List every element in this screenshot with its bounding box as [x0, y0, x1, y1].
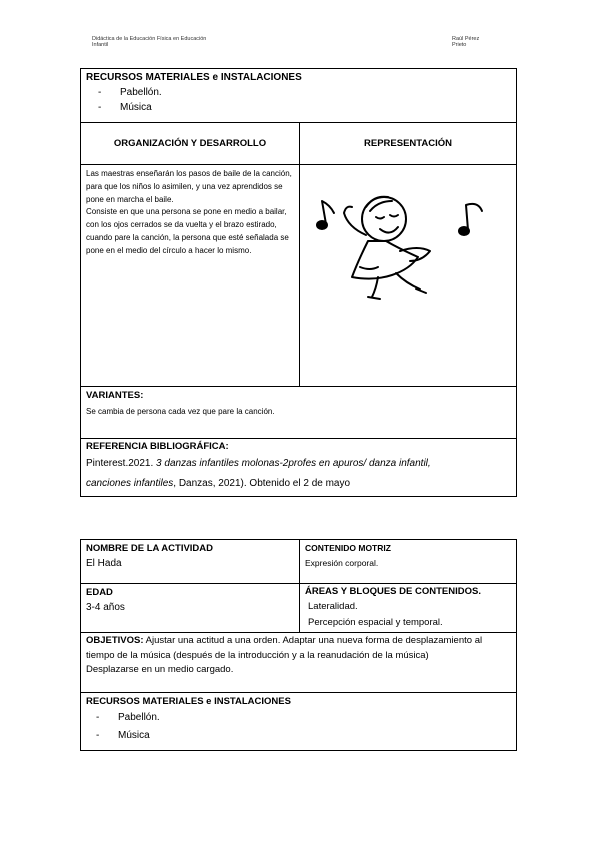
objectives-label: OBJETIVOS:: [86, 635, 144, 646]
areas-item: Percepción espacial y temporal.: [308, 617, 443, 628]
resource-item: - Música: [96, 730, 150, 741]
activity-name-label: NOMBRE DE LA ACTIVIDAD: [86, 543, 214, 554]
reference-cell: [81, 439, 517, 497]
header-right: [452, 36, 479, 48]
objectives-text: Ajustar una actitud a una orden. Adaptar una nueva forma de desplazamiento al tiempo de la música (después de la introducción y a la reanudación de la música): [86, 635, 483, 661]
reference-prefix: Pinterest.2021.: [86, 458, 157, 469]
variants-cell: [81, 387, 517, 439]
objectives-cell: [81, 633, 517, 693]
activity-name-value: El Hada: [86, 558, 122, 569]
resources-title: RECURSOS MATERIALES e INSTALACIONES: [86, 72, 302, 83]
reference-title: REFERENCIA BIBLIOGRÁFICA:: [86, 441, 229, 452]
reference-title-italic-2: canciones infantiles: [86, 478, 174, 489]
variants-text: Se cambia de persona cada vez que pare la canción.: [86, 407, 275, 416]
motor-content-label: CONTENIDO MOTRIZ: [305, 543, 391, 553]
motor-content-value: Expresión corporal.: [305, 558, 379, 568]
org-paragraph-1: Las maestras enseñarán los pasos de baile de la canción, para que los niños lo asimilen, y una vez aprendidos se pone en marcha el baile.: [86, 169, 292, 204]
reference-suffix: , Danzas, 2021). Obtenido el 2 de mayo: [173, 478, 351, 489]
reference-text: [86, 454, 511, 494]
variants-title: VARIANTES:: [86, 390, 144, 401]
activity-name-cell: [81, 540, 300, 584]
resource-item: - Pabellón.: [98, 87, 162, 98]
activity-sheet-1: [80, 68, 517, 497]
resource-item: - Pabellón.: [96, 712, 160, 723]
header-course: Didáctica de la Educación Física en Educación: [92, 36, 207, 42]
resource-item: - Música: [98, 102, 152, 113]
reference-title-italic: 3 danzas infantiles molonas-2profes en apuros/ danza infantil,: [156, 458, 431, 469]
age-cell: [81, 584, 300, 633]
org-description: [81, 165, 300, 387]
representation-cell: [300, 165, 517, 387]
resources-list-2: [96, 709, 511, 745]
resources-cell-2: [81, 693, 517, 751]
areas-label: ÁREAS Y BLOQUES DE CONTENIDOS.: [305, 586, 481, 597]
dancing-girl-illustration: [300, 165, 515, 305]
areas-item: Lateralidad.: [308, 601, 358, 612]
resources-title-2: RECURSOS MATERIALES e INSTALACIONES: [86, 696, 291, 707]
resources-cell: [81, 69, 517, 123]
header-author-2: Prieto: [452, 42, 467, 48]
music-note-right-stem: [466, 204, 482, 230]
areas-cell: [300, 584, 517, 633]
rep-header: REPRESENTACIÓN: [300, 123, 517, 165]
org-paragraph-2: Consiste en que una persona se pone en medio a bailar, con los ojos cerrados se da vuelta y el brazo estirado, cuando pare la canción, la persona que esté señalada se pone en el medio del círculo a hacer lo mismo.: [86, 207, 289, 255]
resources-list: [98, 85, 511, 115]
age-value: 3-4 años: [86, 602, 125, 613]
motor-content-cell: [300, 540, 517, 584]
header-left: [92, 36, 206, 48]
age-label: EDAD: [86, 587, 113, 598]
header-course-2: Infantil: [92, 42, 109, 48]
objectives-text-2: Desplazarse en un medio cargado.: [86, 664, 234, 675]
activity-sheet-2: [80, 539, 517, 751]
org-header: ORGANIZACIÓN Y DESARROLLO: [81, 123, 300, 165]
header-author: Raúl Pérez: [452, 36, 480, 42]
